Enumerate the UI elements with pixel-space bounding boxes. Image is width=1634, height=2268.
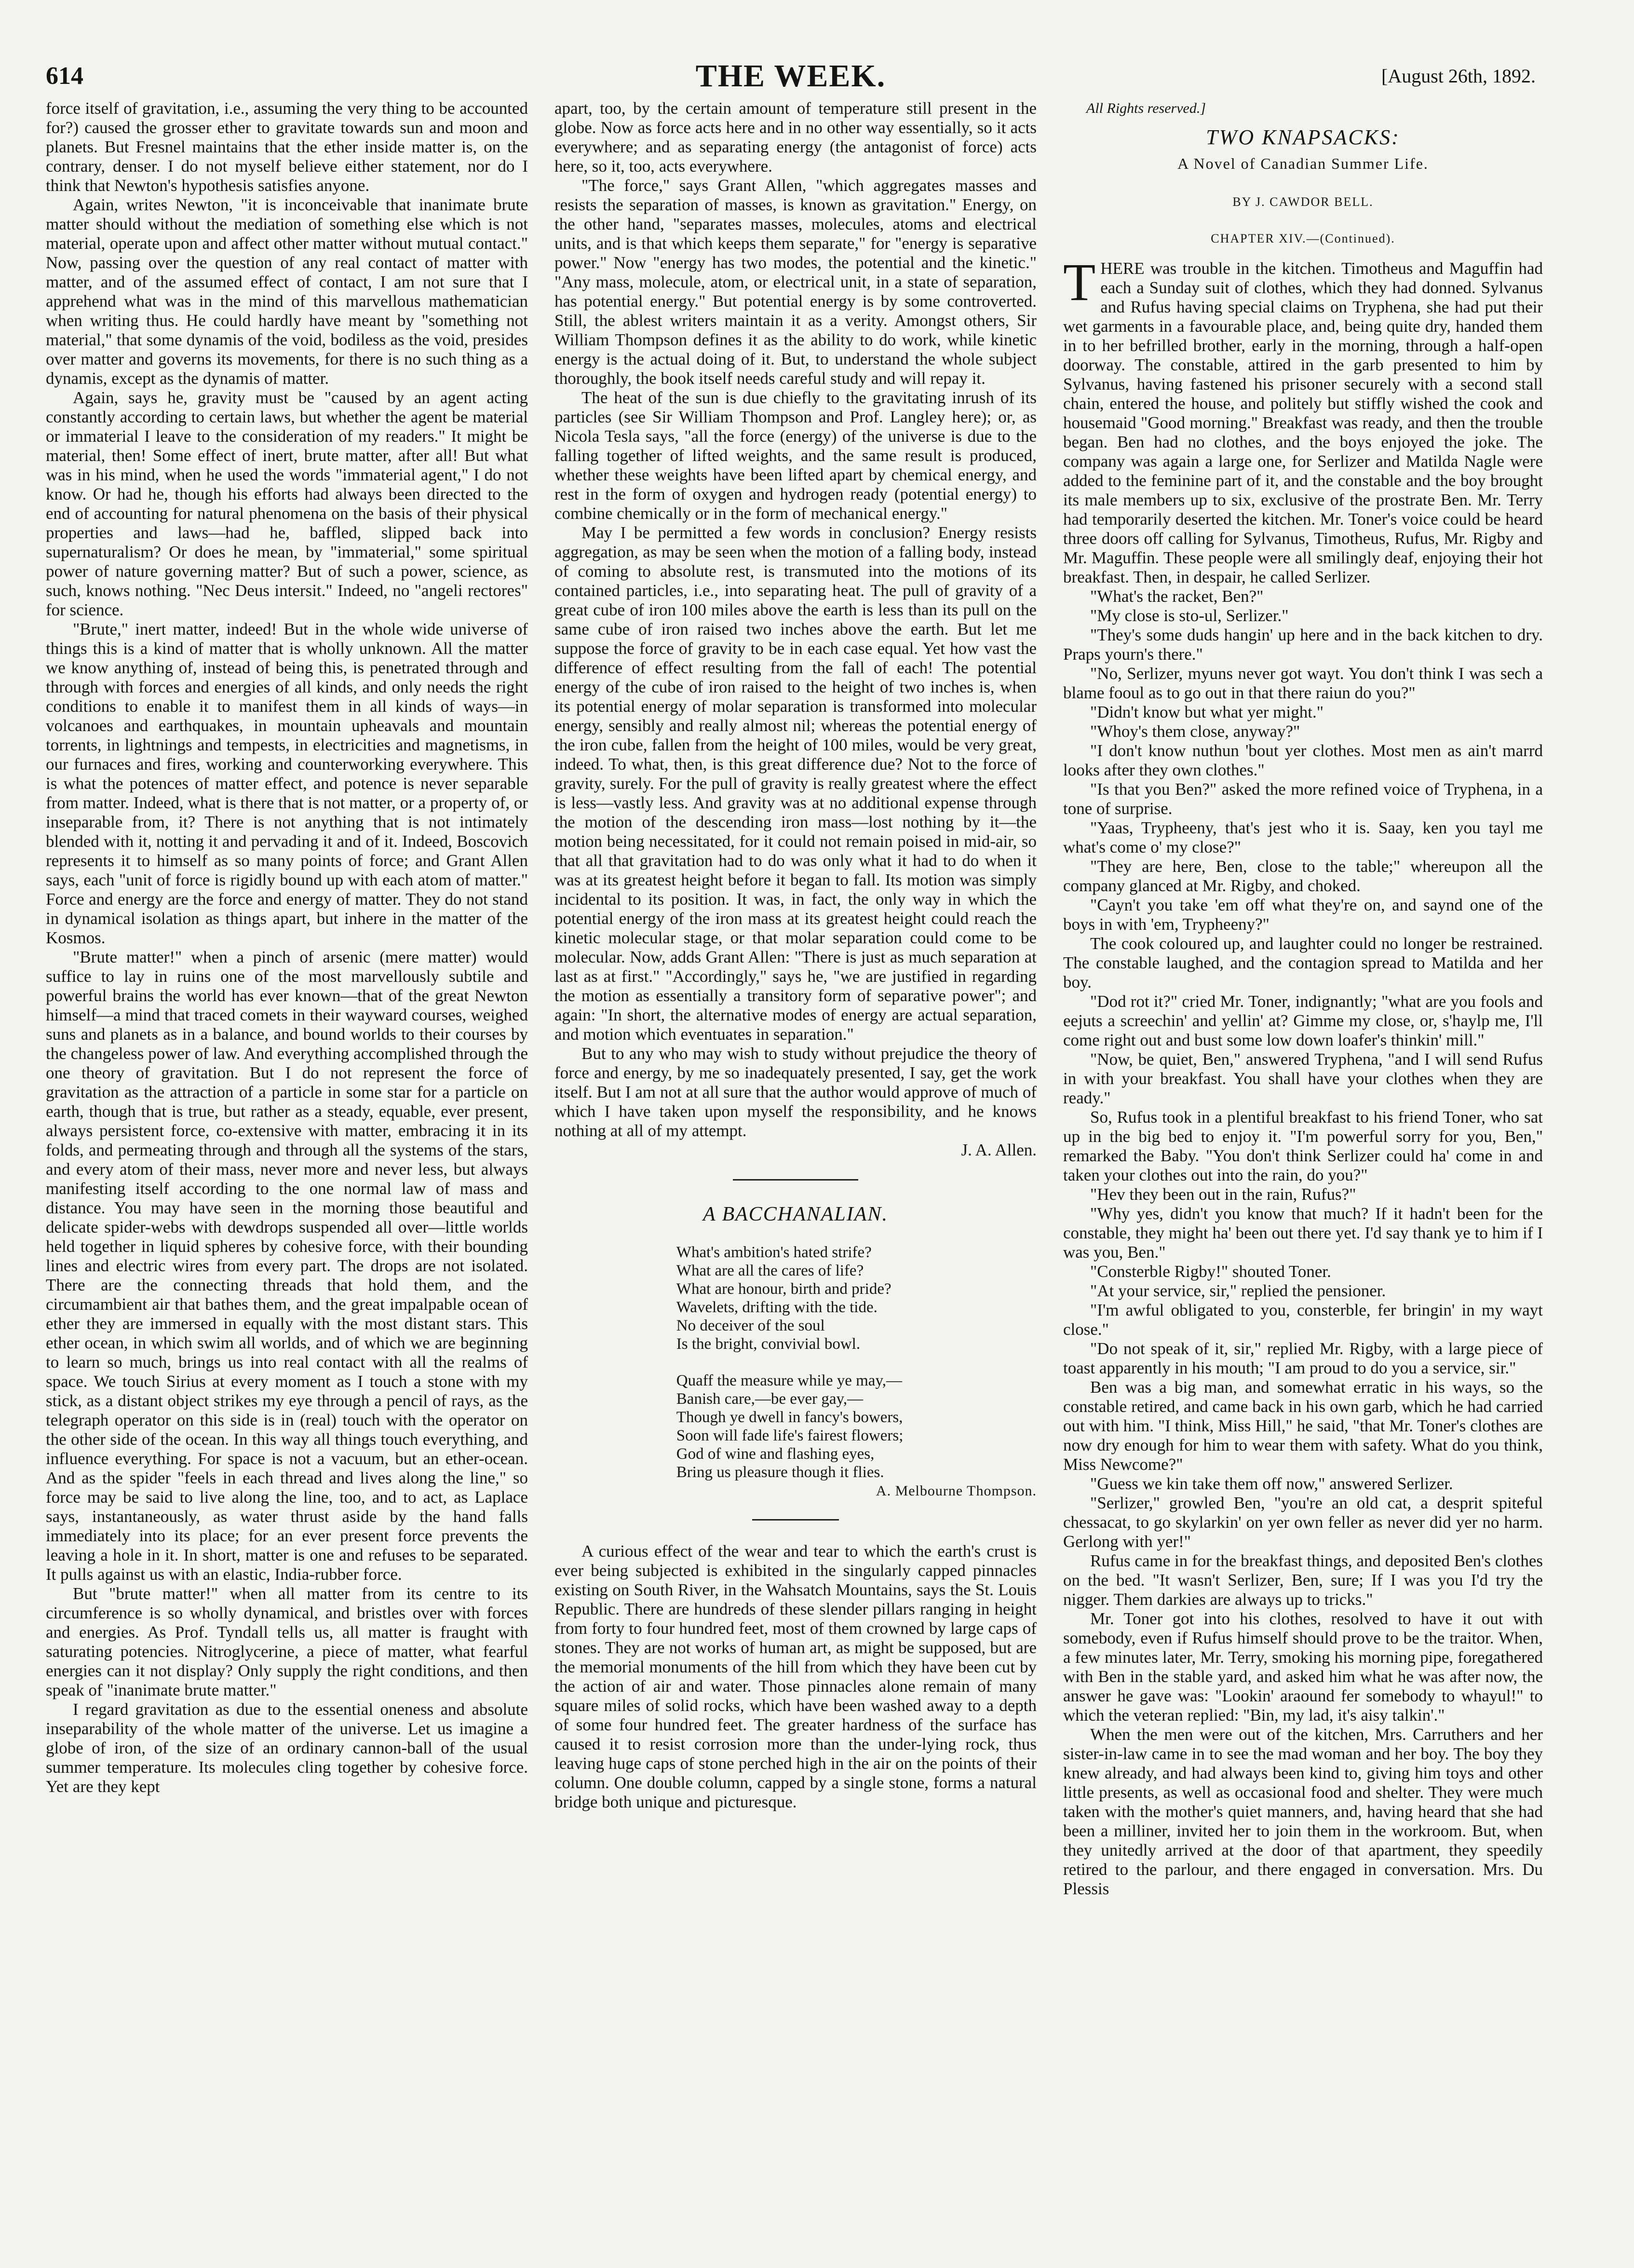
story-paragraph: "Now, be quiet, Ben," answered Tryphena, "and I will send Rufus in with your breakfast. You shall have your clothes when they are ready." (1063, 1050, 1543, 1107)
story-paragraph: Mr. Toner got into his clothes, resolved to have it out with somebody, even if Rufus himself should prove to be the traitor. When, a few minutes later, Mr. Terry, smoking his morning pipe, foregathered with Ben in the stable yard, and asked him what he was after now, the answer he gave was: "Lookin' araound fer somebody to whayul!" to which the veteran replied: "Bin, my lad, it's aisy talkin'." (1063, 1609, 1543, 1725)
story-paragraph: "Guess we kin take them off now," answered Serlizer. (1090, 1474, 1453, 1493)
poem (651, 1243, 1037, 1481)
serial-title: TWO KNAPSACKS: (1206, 125, 1400, 149)
article-paragraph: "Brute matter!" when a pinch of arsenic (mere matter) would suffice to lay in ruins one of the most marvellously subtile and powerful brains the world has ever known—that of the great Newton himself—a mind that traced comets in their wayward courses, weighed suns and planets as in a balance, and bound worlds to their courses by the changeless power of law. And everything accomplished through the one theory of gravitation. But I do not represent the force of gravitation as the attraction of a particle in some star for a particle on earth, though that is true, but rather as a steady, equable, ever present, always persistent force, co-extensive with matter, embracing it in its folds, and permeating through and through all the systems of the stars, and every atom of their mass, never more and never less, but always manifesting itself according to the one normal law of mass and distance. You may have seen in the morning those beautiful and delicate spider-webs with dewdrops suspended all over—little worlds held together in liquid spheres by cohesive force, with their bounding lines and electric wires from every part. The drops are not isolated. There are the connecting threads that hold them, and the circumambient air that bathes them, and the great impalpable ocean of ether they are immersed in equally with the most distant stars. This ether ocean, in which swim all worlds, and of which we are beginning to learn so much, brings us into real contact with all the realms of space. We touch Sirius at every moment as I touch a stone with my stick, as a distant object strikes my eye through a pencil of rays, as the telegraph operator on this side is in (real) touch with the operator on the other side of the ocean. In this way all things touch everything, and influence everything. For space is not a vacuum, but an ether-ocean. And as the spider "feels in each thread and lives along the line," so force may be said to live along the line, too, and to act, as Laplace says, instantaneously, as water thrust aside by the hand falls immediately into its place; for an ever present force prevents the leaving a hole in it. In short, matter is one and refuses to be separated. It pulls against us with an elastic, India-rubber force. (46, 948, 528, 1584)
curious-paragraph: A curious effect of the wear and tear to which the earth's crust is ever being subjected is exhibited in the singularly capped pinnacles existing on South River, in the Wahsatch Mountains, says the St. Louis Republic. There are hundreds of these slender pillars ranging in height from forty to four hundred feet, most of them crowned by large caps of stones. They are not works of human art, as might be supposed, but are the memorial monuments of the hill from which they have been cut by the action of air and water. Those pinnacles alone remain of many square miles of solid rocks, which have been washed away to a depth of some four hundred feet. The greater hardness of the surface has caused it to resist corrosion more than the under-lying rock, thus leaving huge caps of stone perched high in the air on the points of their column. One double column, capped by a single stone, forms a natural bridge both unique and picturesque. (554, 1542, 1037, 1811)
story-paragraph: "Dod rot it?" cried Mr. Toner, indignantly; "what are you fools and eejuts a screechin' and yellin' at? Gimme my close, or, s'haylp me, I'll come right out and bust some low down loafer's thinkin' mill." (1063, 992, 1543, 1049)
poem-line: Wavelets, drifting with the tide. (676, 1299, 878, 1316)
story-paragraph: "Why yes, didn't you know that much? If it hadn't been for the constable, they might ha' been out there yet. I'd say thank ye to him if I was you, Ben." (1063, 1204, 1543, 1262)
article-paragraph: May I be permitted a few words in conclusion? Energy resists aggregation, as may be seen when the motion of a falling body, instead of coming to absolute rest, is transmuted into the motions of its contained particles, i.e., into separating heat. The pull of gravity of a great cube of iron 100 miles above the earth is less than its pull on the same cube of iron raised two inches above the earth. But let me suppose the force of gravity to be in each case equal. Yet how vast the difference of effect resulting from the fall of each! The potential energy of the cube of iron raised to the height of two inches is, when its potential energy of molar separation is transformed into molecular energy, sensibly and really almost nil; whereas the potential energy of the iron cube, fallen from the height of 100 miles, would be very great, indeed. To what, then, is this great difference due? Not to the force of gravity, surely. For the pull of gravity is really greatest where the effect is less—vastly less. And gravity was at no additional expense through the motion of the descending iron mass—lost nothing by it—the motion being necessitated, for it could not remain poised in mid-air, so that all that gravitation had to do was only what it had to do when it was at its greatest height before it began to fall. Its motion was simply incidental to its position. It was, in fact, the only way in which the potential energy of the iron mass at its greatest height could reach the kinetic molecular stage, or that molar separation could come to be molecular. Now, adds Grant Allen: "There is just as much separation at last as at first." "Accordingly," says he, "we are justified in regarding the motion as essentially a transitory form of separative power"; and again: "In short, the alternative modes of energy are actual separation, and motion which eventuates in separation." (554, 523, 1037, 1044)
masthead-title: THE WEEK. (695, 58, 886, 94)
article-paragraph: "The force," says Grant Allen, "which aggregates masses and resists the separation of masses, is known as gravitation." Energy, on the other hand, "separates masses, molecules, atoms and electrical units, and is that which keeps them separate," for "energy is separative power." Now "energy has two modes, the potential and the kinetic." "Any mass, molecule, atom, or electrical unit, in a state of separation, has potential energy." But potential energy is by some controverted. Still, the ablest writers maintain it as a verity. Amongst others, Sir William Thompson defines it as the ability to do work, while kinetic energy is the actual doing of it. But, to understand the whole subject thoroughly, the book itself needs careful study and will repay it. (554, 176, 1037, 388)
poem-line: No deceiver of the soul (676, 1317, 825, 1334)
article-paragraph: "Brute," inert matter, indeed! But in the whole wide universe of things this is a kind of matter that is wholly unknown. All the matter we know anything of, instead of being this, is penetrated through and through with forces and energies of all kinds, and only needs the right conditions to enable it to manifest them in all kinds of ways—in volcanoes and earthquakes, in mountain upheavals and mountain torrents, in lightnings and tempests, in electricities and magnetisms, in our furnaces and fires, working and counterworking everywhere. This is what the potences of matter effect, and potence is never separable from matter. Indeed, what is there that is not matter, or a property of, or inseparable from, it? There is not anything that is not intimately blended with it, notting it and pervading it and of it. Indeed, Boscovich represents it to himself as so many points of force; and Grant Allen says, each "unit of force is rigidly bound up with each atom of matter." Force and energy are the force and energy of matter. They do not stand in dynamical isolation as things apart, but inhere in the matter of the Kosmos. (46, 620, 528, 947)
article-paragraph: But to any who may wish to study without prejudice the theory of force and energy, by me so inadequately presented, I say, get the work itself. But I am not at all sure that the author would approve of much of which I have taken upon myself the responsibility, and he knows nothing at all of my attempt. (554, 1044, 1037, 1140)
story-paragraph: Rufus came in for the breakfast things, and deposited Ben's clothes on the bed. "It wasn't Serlizer, Ben, sure; If I was you I'd try the nigger. Them darkies are always up to tricks." (1063, 1551, 1543, 1609)
story-paragraph: "Didn't know but what yer might." (1090, 703, 1324, 721)
story-paragraph: The cook coloured up, and laughter could no longer be restrained. The constable laughed, and the contagion spread to Matilda and her boy. (1063, 934, 1543, 991)
article-paragraph: The heat of the sun is due chiefly to the gravitating inrush of its particles (see Sir William Thompson and Prof. Langley here); or, as Nicola Tesla says, "all the force (energy) of the universe is due to the falling together of lifted weights, and the same result is produced, whether these weights have been lifted apart by chemical energy, and rest in the form of oxygen and hydrogen ready (potential energy) to combine chemically or in the form of mechanical energy." (554, 388, 1037, 523)
issue-date: [August 26th, 1892. (1381, 65, 1536, 87)
story-paragraph: "My close is sto-ul, Serlizer." (1090, 606, 1289, 625)
page-number: 614 (46, 62, 83, 90)
column-2 (554, 99, 1037, 1812)
article-paragraph: But "brute matter!" when all matter from its centre to its circumference is so wholly dynamical, and bristles over with forces and energies. As Prof. Tyndall tells us, all matter is fraught with saturating potencies. Nitroglycerine, a piece of matter, what fearful energies can it not display? Only supply the right conditions, and then speak of "inanimate brute matter." (46, 1584, 528, 1699)
chapter-heading: CHAPTER XIV.—(Continued). (1211, 231, 1395, 245)
article-paragraph: force itself of gravitation, i.e., assuming the very thing to be accounted for?) caused the grosser ether to gravitate towards sun and moon and planets. But Fresnel maintains that the ether inside matter is, on the contrary, denser. I do not myself believe either statement, nor do I think that Newton's hypothesis satisfies anyone. (46, 99, 528, 195)
poem-line: What are honour, birth and pride? (676, 1280, 891, 1298)
article-paragraph: Again, writes Newton, "it is inconceivable that inanimate brute matter should without the mediation of something else which is not material, operate upon and affect other matter without mutual contact." Now, passing over the question of any real contact of matter with matter, and of the assumed effect of contact, I am not sure that I apprehend what was in the mind of this marvellous mathematician when writing thus. He could hardly have meant by "something not material," that some dynamis of the void, bodiless as the void, presides over matter and governs its movements, for there is no such thing as a dynamis, except as the dynamis of matter. (46, 195, 528, 388)
story-first-paragraph-text: HERE was trouble in the kitchen. Timotheus and Maguffin had each a Sunday suit of clothes, which they had donned. Sylvanus and Rufus having special claims on Tryphena, she had put their wet garments in a favourable place, and, being quite dry, handed them in to her befrilled brother, early in the morning, through a half-open doorway. The constable, attired in the garb presented to him by Sylvanus, having fastened his prisoner securely with a second stall chain, entered the house, and politely but stiffly wished the cook and housemaid "Good morning." Breakfast was ready, and then the trouble began. Ben had no clothes, and the boys enjoyed the joke. The company was again a large one, for Serlizer and Matilda Nagle were added to the feminine part of it, and the constable and the boy brought its male members up to six, exclusive of the prostrate Ben. Mr. Terry had temporarily deserted the kitchen. Mr. Toner's voice could be heard three doors off calling for Sylvanus, Timotheus, Rufus, Mr. Rigby and Mr. Maguffin. These people were all smilingly deaf, enjoying their hot breakfast. Then, in despair, he called Serlizer. (1063, 259, 1543, 586)
poem-line: God of wine and flashing eyes, (676, 1445, 875, 1463)
story-paragraph: "No, Serlizer, myuns never got wayt. You don't think I was sech a blame fooul as to go out in that there raiun do you?" (1063, 664, 1543, 702)
poem-line: Quaff the measure while ye may,— (676, 1372, 903, 1389)
story-paragraph: "They's some duds hangin' up here and in the back kitchen to dry. Praps yourn's there." (1063, 625, 1543, 664)
story-paragraph: "Is that you Ben?" asked the more refined voice of Tryphena, in a tone of surprise. (1063, 780, 1543, 818)
poem-line: Banish care,—be ever gay,— (676, 1390, 864, 1408)
poem-line: Soon will fade life's fairest flowers; (676, 1427, 904, 1444)
story-paragraph: "Hev they been out in the rain, Rufus?" (1090, 1185, 1356, 1204)
article-paragraph: apart, too, by the certain amount of temperature still present in the globe. Now as force acts here and in no other way essentially, so it acts everywhere; and as separating energy (the antagonist of force) acts here, so it, too, acts everywhere. (554, 99, 1037, 176)
story-paragraph: So, Rufus took in a plentiful breakfast to his friend Toner, who sat up in the big bed to enjoy it. "I'm powerful sorry for you, Ben," remarked the Baby. "You don't think Serlizer could ha' come in and taken your clothes out into the rain, do you?" (1063, 1108, 1543, 1184)
section-divider (752, 1519, 839, 1521)
story-paragraph: "What's the racket, Ben?" (1090, 587, 1264, 606)
story-paragraph: "They are here, Ben, close to the table;" whereupon all the company glanced at Mr. Rigby, and choked. (1063, 857, 1543, 895)
rights-notice: All Rights reserved.] (1086, 100, 1206, 116)
poem-line: Though ye dwell in fancy's bowers, (676, 1409, 903, 1426)
column-1-gravitation-article (46, 99, 528, 1796)
article-signature: J. A. Allen. (961, 1141, 1037, 1159)
story-paragraph: "I'm awful obligated to you, consterble, fer bringin' in my wayt close." (1063, 1301, 1543, 1339)
story-paragraph: "I don't know nuthun 'bout yer clothes. Most men as ain't marrd looks after they own clothes." (1063, 741, 1543, 779)
poem-line: What's ambition's hated strife? (676, 1244, 872, 1261)
poem-signature: A. Melbourne Thompson. (876, 1483, 1037, 1499)
story-paragraph: Ben was a big man, and somewhat erratic in his ways, so the constable retired, and came back in his own garb, which he had carried out with him. "I think, Miss Hill," he said, "that Mr. Toner's clothes are now dry enough for him to wear them with safety. What do you think, Miss Newcome?" (1063, 1378, 1543, 1474)
story-paragraph: "Whoy's them close, anyway?" (1090, 722, 1300, 741)
drop-cap: T (1063, 253, 1096, 312)
section-divider (733, 1179, 858, 1181)
poem-line: What are all the cares of life? (676, 1262, 864, 1279)
story-paragraph: "Serlizer," growled Ben, "you're an old cat, a desprit spiteful chessacat, to go skylarkin' on yer own feller as never did yer no harm. Gerlong with yer!" (1063, 1494, 1543, 1551)
story-paragraph: "Do not speak of it, sir," replied Mr. Rigby, with a large piece of toast apparently in his mouth; "I am proud to do you a service, sir." (1063, 1339, 1543, 1377)
article-paragraph: Again, says he, gravity must be "caused by an agent acting constantly according to certain laws, but whether the agent be material or immaterial I leave to the consideration of my readers." It might be material, then! Some effect of inert, brute matter, after all! But what was in his mind, when he used the words "immaterial agent," I do not know. Or had he, though his efforts had always been directed to the end of accounting for natural phenomena on the basis of their physical properties and laws—had he, baffled, slipped back into supernaturalism? Or does he mean, by "immaterial," some spiritual power of nature governing matter? But of such a power, science, as such, knows nothing. "Nec Deus intersit." Indeed, no "angeli rectores" for science. (46, 388, 528, 619)
story-paragraph: "Cayn't you take 'em off what they're on, and saynd one of the boys in with 'em, Trypheeny?" (1063, 896, 1543, 934)
poem-line: Bring us pleasure though it flies. (676, 1464, 884, 1481)
byline: BY J. CAWDOR BELL. (1232, 195, 1374, 209)
story-paragraph: "Yaas, Trypheeny, that's jest who it is. Saay, ken you tayl me what's come o' my close?" (1063, 818, 1543, 856)
column-3-serial (1063, 99, 1543, 1899)
poem-title: A BACCHANALIAN. (703, 1203, 888, 1225)
story-paragraph (1063, 253, 1543, 587)
story-paragraph: When the men were out of the kitchen, Mrs. Carruthers and her sister-in-law came in to see the mad woman and her boy. The boy they knew already, and had always been kind to, giving him toys and other little presents, as well as occasional food and shelter. They were much taken with the mother's quiet manners, and, having heard that she had been a milliner, invited her to join them in the workroom. But, when they unitedly arrived at the door of that apartment, they speedily retired to the parlour, and there engaged in conversation. Mrs. Du Plessis (1063, 1725, 1543, 1898)
serial-subtitle: A Novel of Canadian Summer Life. (1177, 155, 1429, 172)
story-paragraph: "At your service, sir," replied the pensioner. (1090, 1281, 1386, 1300)
story-paragraph: "Consterble Rigby!" shouted Toner. (1090, 1262, 1331, 1281)
poem-line: Is the bright, convivial bowl. (676, 1335, 861, 1353)
article-paragraph: I regard gravitation as due to the essential oneness and absolute inseparability of the whole matter of the universe. Let us imagine a globe of iron, of the size of an ordinary cannon-ball of the usual summer temperature. Its molecules cling together by cohesive force. Yet are they kept (46, 1700, 528, 1796)
